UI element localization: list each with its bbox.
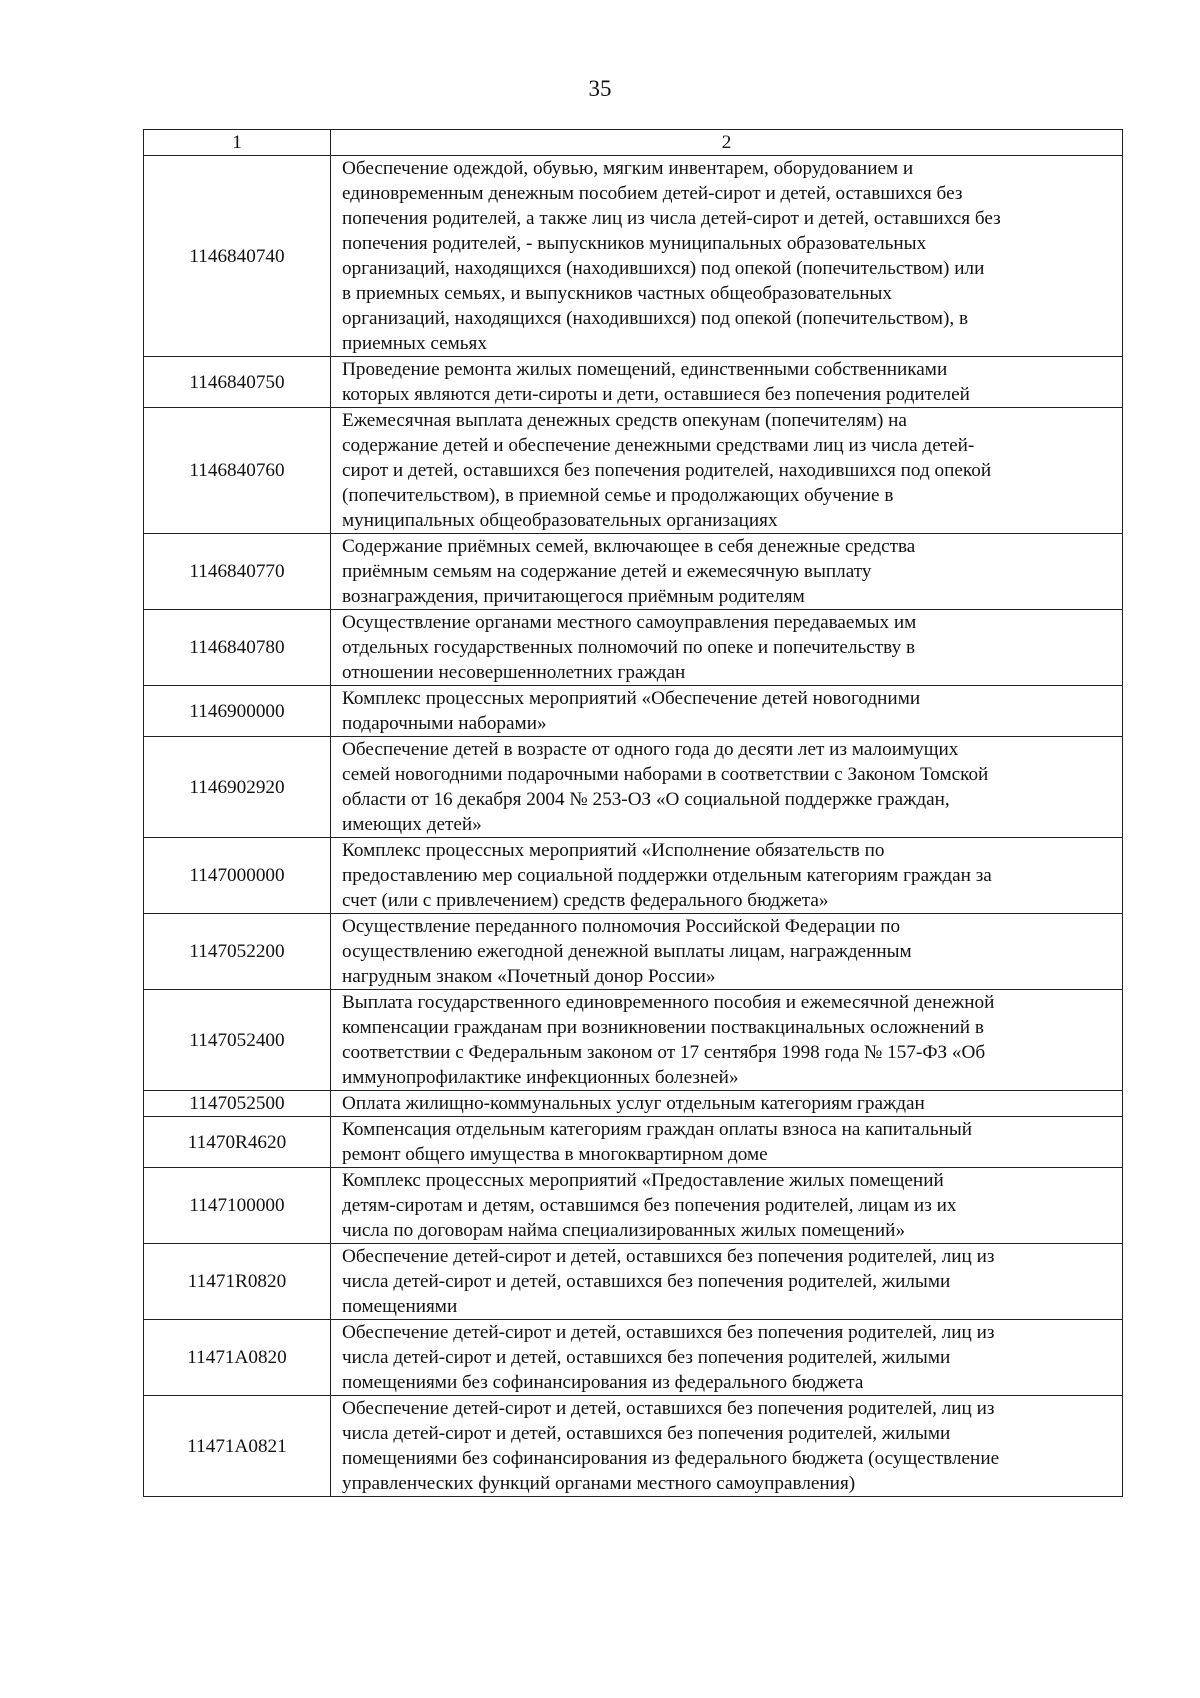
- description-line: помещениями: [342, 1296, 458, 1317]
- description-cell: [331, 357, 1123, 408]
- description-line: компенсации гражданам при возникновении поствакцинальных осложнений в: [342, 1017, 984, 1038]
- table-row: [144, 408, 1123, 534]
- description-line: числа детей-сирот и детей, оставшихся без попечения родителей, жилыми: [342, 1271, 951, 1292]
- description-line: Осуществление органами местного самоуправления передаваемых им: [342, 612, 917, 633]
- table-row: [144, 737, 1123, 838]
- budget-code-cell: 11471R0820: [144, 1244, 331, 1320]
- description-line: сирот и детей, оставшихся без попечения родителей, находившихся под опекой: [342, 460, 992, 481]
- budget-code-table: [143, 129, 1123, 1497]
- description-cell: [331, 534, 1123, 610]
- description-line: Проведение ремонта жилых помещений, единственными собственниками: [342, 359, 948, 380]
- description-line: в приемных семьях, и выпускников частных общеобразовательных: [342, 283, 893, 304]
- table-row: [144, 686, 1123, 737]
- budget-code-cell: 11471A0820: [144, 1320, 331, 1396]
- description-line: Комплекс процессных мероприятий «Исполнение обязательств по: [342, 840, 885, 861]
- table-row: [144, 1244, 1123, 1320]
- description-line: предоставлению мер социальной поддержки отдельным категориям граждан за: [342, 865, 992, 886]
- description-line: Выплата государственного единовременного пособия и ежемесячной денежной: [342, 992, 995, 1013]
- description-cell: [331, 1091, 1123, 1117]
- description-cell: [331, 914, 1123, 990]
- budget-code-cell: 1147052500: [144, 1091, 331, 1117]
- description-line: детям-сиротам и детям, оставшимся без попечения родителей, лицам из их: [342, 1195, 957, 1216]
- description-line: Комплекс процессных мероприятий «Предоставление жилых помещений: [342, 1170, 944, 1191]
- description-cell: [331, 1396, 1123, 1497]
- description-line: осуществлению ежегодной денежной выплаты лицам, награжденным: [342, 941, 912, 962]
- budget-code-cell: 1146840750: [144, 357, 331, 408]
- description-line: иммунопрофилактике инфекционных болезней»: [342, 1067, 739, 1088]
- description-line: приемных семьях: [342, 333, 487, 354]
- description-cell: [331, 1117, 1123, 1168]
- table-row: [144, 1396, 1123, 1497]
- description-line: Обеспечение одеждой, обувью, мягким инвентарем, оборудованием и: [342, 158, 914, 179]
- description-line: которых являются дети-сироты и дети, оставшиеся без попечения родителей: [342, 384, 970, 405]
- description-line: ремонт общего имущества в многоквартирном доме: [342, 1144, 768, 1165]
- description-line: Оплата жилищно-коммунальных услуг отдельным категориям граждан: [342, 1093, 925, 1114]
- description-line: отношении несовершеннолетних граждан: [342, 662, 686, 683]
- description-line: числа детей-сирот и детей, оставшихся без попечения родителей, жилыми: [342, 1347, 951, 1368]
- description-cell: [331, 686, 1123, 737]
- budget-code-cell: 11471A0821: [144, 1396, 331, 1497]
- description-line: Обеспечение детей-сирот и детей, оставшихся без попечения родителей, лиц из: [342, 1322, 995, 1343]
- description-cell: [331, 1168, 1123, 1244]
- budget-code-cell: 1147052400: [144, 990, 331, 1091]
- description-line: вознаграждения, причитающегося приёмным родителям: [342, 586, 805, 607]
- description-line: имеющих детей»: [342, 814, 482, 835]
- table-row: [144, 914, 1123, 990]
- budget-code-cell: 1146840770: [144, 534, 331, 610]
- description-line: помещениями без софинансирования из федерального бюджета (осуществление: [342, 1448, 1000, 1469]
- table-row: [144, 357, 1123, 408]
- table-header-row: [144, 130, 1123, 156]
- description-cell: [331, 838, 1123, 914]
- description-line: счет (или с привлечением) средств федерального бюджета»: [342, 890, 829, 911]
- table-row: [144, 1168, 1123, 1244]
- description-line: отдельных государственных полномочий по опеке и попечительству в: [342, 637, 916, 658]
- description-line: единовременным денежным пособием детей-сирот и детей, оставшихся без: [342, 183, 963, 204]
- description-line: помещениями без софинансирования из федерального бюджета: [342, 1372, 864, 1393]
- description-cell: [331, 1320, 1123, 1396]
- description-line: организаций, находящихся (находившихся) под опекой (попечительством) или: [342, 258, 985, 279]
- budget-code-cell: 1146840740: [144, 156, 331, 357]
- table-row: [144, 610, 1123, 686]
- description-line: попечения родителей, а также лиц из числа детей-сирот и детей, оставшихся без: [342, 208, 1001, 229]
- page-number: 35: [588, 76, 612, 101]
- description-cell: [331, 610, 1123, 686]
- table-body: [144, 156, 1123, 1497]
- description-line: управленческих функций органами местного самоуправления): [342, 1473, 856, 1494]
- description-cell: [331, 990, 1123, 1091]
- table-row: [144, 1091, 1123, 1117]
- table-row: [144, 838, 1123, 914]
- description-line: числа по договорам найма специализированных жилых помещений»: [342, 1220, 906, 1241]
- column-header-description: 2: [331, 130, 1123, 156]
- budget-code-cell: 1146902920: [144, 737, 331, 838]
- description-cell: [331, 737, 1123, 838]
- table-row: [144, 534, 1123, 610]
- description-line: числа детей-сирот и детей, оставшихся без попечения родителей, жилыми: [342, 1423, 951, 1444]
- table-row: [144, 990, 1123, 1091]
- description-line: Ежемесячная выплата денежных средств опекунам (попечителям) на: [342, 410, 907, 431]
- description-line: подарочными наборами»: [342, 713, 547, 734]
- description-line: Содержание приёмных семей, включающее в себя денежные средства: [342, 536, 916, 557]
- table-row: [144, 1320, 1123, 1396]
- budget-code-cell: 1146900000: [144, 686, 331, 737]
- description-line: Компенсация отдельным категориям граждан оплаты взноса на капитальный: [342, 1119, 973, 1140]
- description-line: (попечительством), в приемной семье и продолжающих обучение в: [342, 485, 894, 506]
- description-line: содержание детей и обеспечение денежными средствами лиц из числа детей-: [342, 435, 975, 456]
- description-line: нагрудным знаком «Почетный донор России»: [342, 966, 716, 987]
- budget-code-cell: 1147100000: [144, 1168, 331, 1244]
- budget-code-cell: 1147052200: [144, 914, 331, 990]
- description-cell: [331, 156, 1123, 357]
- description-cell: [331, 408, 1123, 534]
- column-header-code: 1: [144, 130, 331, 156]
- table-row: [144, 1117, 1123, 1168]
- description-line: Обеспечение детей в возрасте от одного года до десяти лет из малоимущих: [342, 739, 959, 760]
- description-line: соответствии с Федеральным законом от 17 сентября 1998 года № 157-ФЗ «Об: [342, 1042, 986, 1063]
- table-row: [144, 156, 1123, 357]
- description-line: области от 16 декабря 2004 № 253-ОЗ «О социальной поддержке граждан,: [342, 789, 950, 810]
- budget-code-cell: 11470R4620: [144, 1117, 331, 1168]
- budget-code-cell: 1146840780: [144, 610, 331, 686]
- description-line: Обеспечение детей-сирот и детей, оставшихся без попечения родителей, лиц из: [342, 1246, 995, 1267]
- description-line: Обеспечение детей-сирот и детей, оставшихся без попечения родителей, лиц из: [342, 1398, 995, 1419]
- description-cell: [331, 1244, 1123, 1320]
- description-line: попечения родителей, - выпускников муниципальных образовательных: [342, 233, 927, 254]
- description-line: приёмным семьям на содержание детей и ежемесячную выплату: [342, 561, 872, 582]
- description-line: Комплекс процессных мероприятий «Обеспечение детей новогодними: [342, 688, 921, 709]
- description-line: муниципальных общеобразовательных организациях: [342, 510, 778, 531]
- budget-code-cell: 1146840760: [144, 408, 331, 534]
- description-line: семей новогодними подарочными наборами в соответствии с Законом Томской: [342, 764, 989, 785]
- description-line: Осуществление переданного полномочия Российской Федерации по: [342, 916, 901, 937]
- description-line: организаций, находящихся (находившихся) под опекой (попечительством), в: [342, 308, 969, 329]
- budget-code-cell: 1147000000: [144, 838, 331, 914]
